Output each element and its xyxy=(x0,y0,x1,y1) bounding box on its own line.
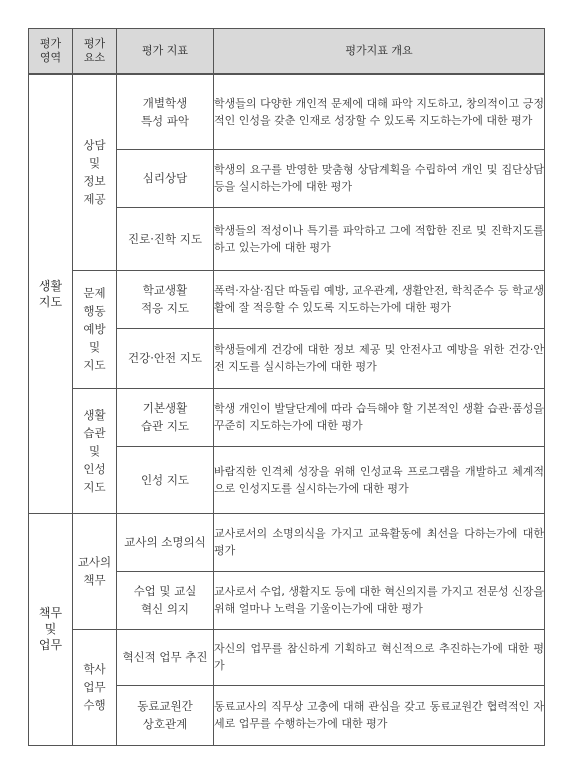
summary-cell: 학생의 요구를 반영한 맞춤형 상담계획을 수립하여 개인 및 집단상담 등을 실시하는가에 대한 평가 xyxy=(214,149,545,207)
table-row xyxy=(29,513,545,571)
summary-cell: 학생들에게 건강에 대한 정보 제공 및 안전사고 예방을 위한 건강·안전 지도를 실시하는가에 대한 평가 xyxy=(214,328,545,388)
indicator-cell: 건강·안전 지도 xyxy=(117,328,214,388)
summary-cell: 교사로서의 소명의식을 가지고 교육활동에 최선을 다하는가에 대한 평가 xyxy=(214,513,545,571)
area-cell: 생활 지도 xyxy=(29,74,73,513)
header-row xyxy=(29,29,545,75)
indicator-cell: 심리상담 xyxy=(117,149,214,207)
header-summary: 평가지표 개요 xyxy=(214,29,545,75)
indicator-cell: 교사의 소명의식 xyxy=(117,513,214,571)
summary-cell: 학생들의 적성이나 특기를 파악하고 그에 적합한 진로 및 진학지도를 하고 있는가에 대한 평가 xyxy=(214,207,545,270)
indicator-cell: 진로·진학 지도 xyxy=(117,207,214,270)
summary-cell: 바람직한 인격체 성장을 위해 인성교육 프로그램을 개발하고 체계적으로 인성지도를 실시하는가에 대한 평가 xyxy=(214,446,545,513)
summary-cell: 자신의 업무를 참신하게 기획하고 혁신적으로 추진하는가에 대한 평가 xyxy=(214,629,545,685)
header-area: 평가 영역 xyxy=(29,29,73,75)
table-row xyxy=(29,629,545,685)
table-row xyxy=(29,74,545,149)
table-row xyxy=(29,388,545,446)
indicator-cell: 개별학생 특성 파악 xyxy=(117,74,214,149)
header-element: 평가 요소 xyxy=(73,29,117,75)
indicator-cell: 학교생활 적응 지도 xyxy=(117,270,214,328)
summary-cell: 학생 개인이 발달단계에 따라 습득해야 할 기본적인 생활 습관·품성을 꾸준히 지도하는가에 대한 평가 xyxy=(214,388,545,446)
evaluation-table xyxy=(28,28,545,746)
summary-cell: 학생들의 다양한 개인적 문제에 대해 파악 지도하고, 창의적이고 긍정적인 인성을 갖춘 인재로 성장할 수 있도록 지도하는가에 대한 평가 xyxy=(214,74,545,149)
indicator-cell: 인성 지도 xyxy=(117,446,214,513)
element-cell: 교사의 책무 xyxy=(73,513,117,629)
element-cell: 상담 및 정보 제공 xyxy=(73,74,117,270)
summary-cell: 폭력·자살·집단 따돌림 예방, 교우관계, 생활안전, 학칙준수 등 학교생활에 잘 적응할 수 있도록 지도하는가에 대한 평가 xyxy=(214,270,545,328)
element-cell: 문제 행동 예방 및 지도 xyxy=(73,270,117,388)
indicator-cell: 혁신적 업무 추진 xyxy=(117,629,214,685)
element-cell: 학사 업무 수행 xyxy=(73,629,117,745)
header-indicator: 평가 지표 xyxy=(117,29,214,75)
summary-cell: 교사로서 수업, 생활지도 등에 대한 혁신의지를 가지고 전문성 신장을 위해 얼마나 노력을 기울이는가에 대한 평가 xyxy=(214,571,545,629)
indicator-cell: 수업 및 교실 혁신 의지 xyxy=(117,571,214,629)
table-row xyxy=(29,270,545,328)
indicator-cell: 동료교원간 상호관계 xyxy=(117,685,214,745)
indicator-cell: 기본생활 습관 지도 xyxy=(117,388,214,446)
summary-cell: 동료교사의 직무상 고충에 대해 관심을 갖고 동료교원간 협력적인 자세로 업무를 수행하는가에 대한 평가 xyxy=(214,685,545,745)
area-cell: 책무 및 업무 xyxy=(29,513,73,745)
element-cell: 생활 습관 및 인성 지도 xyxy=(73,388,117,513)
